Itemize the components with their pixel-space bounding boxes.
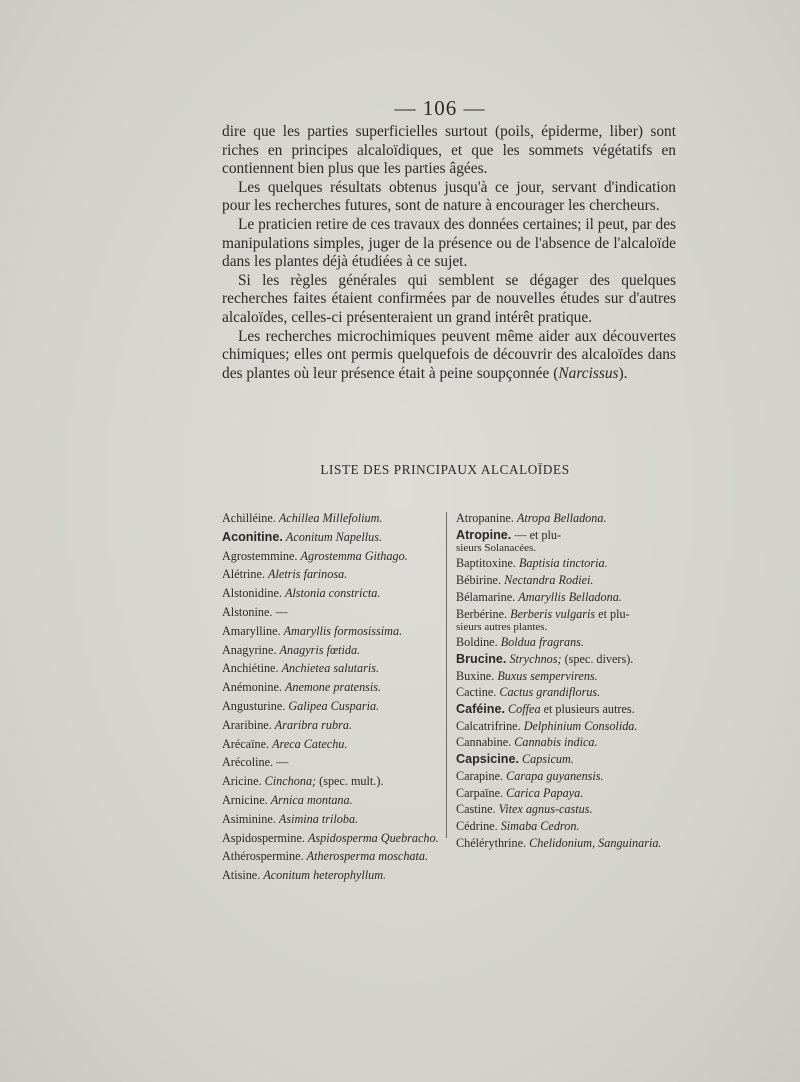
paragraph-text: Le praticien retire de ces travaux des données certaines; il peut, par des manipulations simples, juger de la présence ou de l'absence de l'alcaloïde dans les plantes déjà étudiées à ce sujet. [222, 215, 677, 271]
alkaloid-name: Aspidospermine. [222, 830, 305, 845]
list-item [222, 700, 440, 713]
alkaloid-name: Arécaïne. [222, 736, 270, 751]
list-title: LISTE DES PRINCIPAUX ALCALOÏDES [320, 462, 570, 477]
list-item [456, 557, 676, 570]
paragraph [222, 272, 676, 328]
list-item [222, 738, 440, 751]
plant-name: Nectandra Rodiei. [504, 573, 594, 588]
plant-note: et plu- [595, 606, 630, 621]
plant-name: Delphinium Consolida. [523, 718, 638, 733]
plant-name: Baptisia tinctoria. [518, 556, 608, 571]
plant-name: Asimina triloba. [278, 811, 359, 826]
list-item [456, 686, 676, 699]
paragraph [222, 123, 676, 179]
list-item [456, 512, 676, 525]
alkaloid-name: Anagyrine. [222, 642, 277, 657]
plant-name: Aconitum Napellus. [285, 529, 383, 544]
alkaloid-name: Agrostemmine. [222, 548, 298, 563]
plant-name: Carapa guyanensis. [506, 768, 604, 783]
alkaloid-name: Carapine. [456, 768, 504, 783]
list-item [222, 756, 440, 769]
list-item [456, 591, 676, 604]
list-item [222, 550, 440, 563]
list-item [222, 832, 440, 845]
paragraph-text: Si les règles générales qui semblent se dégager des quelques recherches faites étaient confirmées par de nouvelles études sur d'autres alcaloïdes, celles-ci présenteraient un grand intérêt pratique. [222, 271, 676, 326]
alkaloid-name: Boldine. [456, 635, 498, 650]
alkaloid-name: Atropanine. [456, 511, 514, 525]
plant-name: Chelidonium, Sanguinaria. [529, 835, 662, 850]
list-item [456, 670, 676, 683]
body-text [222, 123, 676, 383]
alkaloid-list-left [222, 512, 440, 888]
paragraph [222, 179, 676, 216]
plant-name: Aletris farinosa. [268, 567, 348, 582]
plant-name: Amaryllis Belladona. [518, 589, 622, 604]
alkaloid-name: Buxine. [456, 668, 495, 683]
alkaloid-name: Alstonidine. [222, 586, 282, 601]
alkaloid-name: Castine. [456, 802, 496, 817]
list-item [456, 636, 676, 649]
plant-name: — [276, 755, 289, 770]
list-item [222, 719, 440, 732]
alkaloid-name: Capsicine. [456, 752, 519, 767]
plant-name: Cinchona; [264, 774, 317, 789]
list-item [456, 837, 676, 850]
list-item [222, 644, 440, 657]
plant-name: Arnica montana. [270, 792, 353, 807]
alkaloid-name: Amarylline. [222, 623, 281, 638]
list-item [222, 568, 440, 581]
paragraph-text: Les recherches microchimiques peuvent même aider aux découvertes chimiques; elles ont permis quelquefois de découvrir des alcaloïdes dans des plantes où leur présence était à peine soupçonnée [222, 327, 676, 382]
list-item [222, 606, 440, 619]
list-item [456, 820, 676, 833]
list-item [222, 850, 440, 863]
plant-name: Anchietea salutaris. [281, 661, 380, 676]
plant-name: Capsicum. [522, 752, 574, 767]
paren-open: ( [553, 364, 559, 382]
alkaloid-name: Aricine. [222, 774, 262, 789]
list-item [222, 869, 440, 882]
paragraph [222, 216, 676, 272]
list-item [222, 587, 440, 600]
list-item [456, 787, 676, 800]
plant-name: Alstonia constricta. [284, 586, 381, 601]
plant-note: (spec. divers). [561, 651, 634, 666]
plant-name: Atropa Belladona. [516, 511, 607, 525]
alkaloid-name: Arnicine. [222, 792, 268, 807]
alkaloid-name: Asiminine. [222, 811, 276, 826]
paragraph-text: dire que les parties superficielles surtout (poils, épiderme, liber) sont riches en principes alcaloïdiques, et que les sommets végétatifs en contiennent bien plus que les parties âgées. [222, 123, 676, 178]
alkaloid-name: Bélamarine. [456, 589, 516, 604]
plant-name: Strychnos; [509, 651, 562, 666]
list-item [222, 512, 440, 525]
plant-name: Aconitum heterophyllum. [263, 868, 387, 883]
list-item [456, 803, 676, 816]
plant-name: Boldua fragrans. [500, 635, 584, 650]
plant-name: Carica Papaya. [506, 785, 584, 800]
plant-name: — et plu- [514, 527, 562, 542]
list-item [222, 531, 440, 544]
plant-name: — [275, 604, 288, 619]
plant-name: Buxus sempervirens. [497, 668, 598, 683]
list-item [456, 574, 676, 587]
plant-name: Cannabis indica. [514, 735, 598, 750]
entry-continuation: sieurs autres plantes. [456, 620, 548, 633]
plant-name: Agrostemma Githago. [300, 548, 408, 563]
alkaloid-name: Cactine. [456, 685, 497, 700]
alkaloid-name: Athérospermine. [222, 849, 304, 864]
list-item [222, 681, 440, 694]
list-item [456, 608, 676, 633]
plant-name: Aspidosperma Quebracho. [307, 830, 439, 845]
alkaloid-name: Arécoline. [222, 755, 274, 770]
list-item [456, 653, 676, 666]
plant-name: Simaba Cedron. [500, 818, 580, 833]
entry-continuation: sieurs Solanacées. [456, 542, 537, 555]
list-item [456, 720, 676, 733]
alkaloid-name: Calcatrifrine. [456, 718, 521, 733]
paragraph [222, 328, 676, 384]
alkaloid-name: Atropine. [456, 527, 512, 542]
plant-name: Galipea Cusparia. [288, 698, 380, 713]
alkaloid-name: Berbérine. [456, 606, 508, 621]
italic-plant-name: Narcissus [558, 364, 619, 382]
alkaloid-name: Caféine. [456, 702, 505, 717]
alkaloid-name: Anémonine. [222, 680, 282, 695]
plant-note: (spec. mult.). [316, 774, 384, 789]
alkaloid-name: Alstonine. [222, 604, 273, 619]
plant-name: Araribra rubra. [274, 717, 352, 732]
list-item [456, 736, 676, 749]
plant-name: Anagyris fœtida. [279, 642, 361, 657]
plant-note: et plusieurs autres. [540, 702, 635, 717]
list-item [222, 662, 440, 675]
plant-name: Berberis vulgaris [510, 606, 596, 621]
page-number: — 106 — [394, 96, 486, 120]
plant-name: Atherosperma moschata. [306, 849, 429, 864]
list-item [222, 794, 440, 807]
alkaloid-name: Brucine. [456, 651, 507, 666]
alkaloid-name: Cannabine. [456, 735, 512, 750]
plant-name: Anemone pratensis. [284, 680, 382, 695]
alkaloid-list-right [456, 512, 676, 853]
list-item [456, 753, 676, 766]
paren-close: ). [618, 364, 628, 382]
alkaloid-name: Araribine. [222, 717, 272, 732]
alkaloid-name: Atisine. [222, 868, 261, 883]
alkaloid-name: Chélérythrine. [456, 835, 527, 850]
plant-name: Cactus grandiflorus. [499, 685, 601, 700]
alkaloid-name: Alétrine. [222, 567, 265, 582]
plant-name: Achillea Millefolium. [278, 511, 383, 525]
list-item [456, 529, 676, 554]
alkaloid-name: Aconitine. [222, 529, 283, 544]
alkaloid-name: Cédrine. [456, 818, 498, 833]
list-item [222, 813, 440, 826]
plant-name: Coffea [508, 702, 541, 717]
alkaloid-name: Anchiétine. [222, 661, 279, 676]
plant-name: Vitex agnus-castus. [498, 802, 593, 817]
list-item [222, 625, 440, 638]
alkaloid-name: Baptitoxine. [456, 556, 516, 571]
alkaloid-name: Bébirine. [456, 573, 502, 588]
paragraph-text: Les quelques résultats obtenus jusqu'à ce jour, servant d'indication pour les recherches futures, sont de nature à encourager les chercheurs. [222, 178, 676, 215]
list-item [456, 703, 676, 716]
alkaloid-name: Angusturine. [222, 698, 286, 713]
alkaloid-name: Achilléine. [222, 511, 276, 525]
list-item [456, 770, 676, 783]
alkaloid-name: Carpaïne. [456, 785, 504, 800]
plant-name: Areca Catechu. [272, 736, 348, 751]
plant-name: Amaryllis formosissima. [283, 623, 403, 638]
column-divider [446, 512, 447, 838]
list-item [222, 775, 440, 788]
